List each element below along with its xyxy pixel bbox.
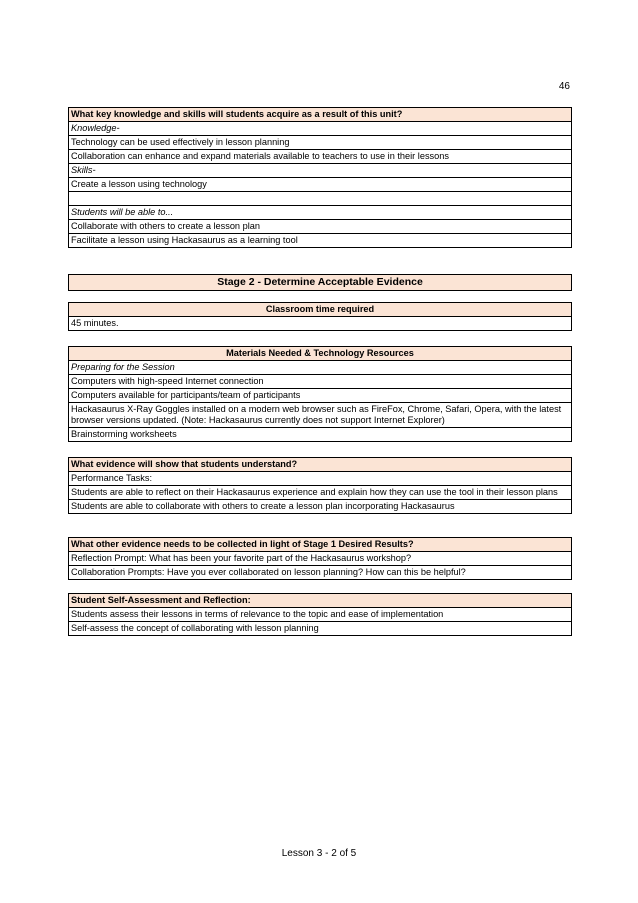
- table-row: [69, 552, 572, 566]
- page-number: 46: [558, 81, 570, 92]
- materials-header: Materials Needed & Technology Resources: [69, 347, 572, 361]
- row-text: Collaboration can enhance and expand materials available to teachers to use in their lessons: [69, 150, 572, 164]
- table-row: [69, 608, 572, 622]
- self-assessment-header: Student Self-Assessment and Reflection:: [69, 594, 572, 608]
- self-assessment-table: [68, 593, 572, 636]
- row-text: Facilitate a lesson using Hackasaurus as a learning tool: [69, 234, 572, 248]
- other-evidence-header: What other evidence needs to be collected in light of Stage 1 Desired Results?: [69, 538, 572, 552]
- evidence-table: [68, 457, 572, 514]
- row-text: Students are able to reflect on their Hackasaurus experience and explain how they can use the tool in their lesson plans: [69, 486, 572, 500]
- table-row: [69, 472, 572, 486]
- evidence-rows: [69, 472, 572, 514]
- row-text: Self-assess the concept of collaborating with lesson planning: [69, 622, 572, 636]
- row-text: Performance Tasks:: [69, 472, 572, 486]
- table-row: [69, 403, 572, 428]
- stage2-table: [68, 274, 572, 291]
- row-text: Brainstorming worksheets: [69, 428, 572, 442]
- row-text: Collaborate with others to create a lesson plan: [69, 220, 572, 234]
- table-row: [69, 206, 572, 220]
- row-text: Students are able to collaborate with others to create a lesson plan incorporating Hackasaurus: [69, 500, 572, 514]
- table-row: [69, 234, 572, 248]
- stage2-header: Stage 2 - Determine Acceptable Evidence: [69, 275, 572, 291]
- table-row: [69, 136, 572, 150]
- row-text: Knowledge-: [69, 122, 572, 136]
- table-row: [69, 178, 572, 192]
- table-row: [69, 150, 572, 164]
- row-text: Hackasaurus X-Ray Goggles installed on a modern web browser such as FireFox, Chrome, Safari, Opera, with the latest browser versions updated. (Note: Hackasaurus currently does not support Internet Explorer): [69, 403, 572, 428]
- evidence-header: What evidence will show that students understand?: [69, 458, 572, 472]
- row-text: [69, 192, 572, 206]
- row-text: Computers available for participants/team of participants: [69, 389, 572, 403]
- other-evidence-rows: [69, 552, 572, 580]
- knowledge-skills-table: [68, 107, 572, 248]
- classroom-time-value: 45 minutes.: [69, 317, 572, 331]
- row-text: Skills-: [69, 164, 572, 178]
- knowledge-skills-header: What key knowledge and skills will students acquire as a result of this unit?: [69, 108, 572, 122]
- table-row: [69, 428, 572, 442]
- table-row: [69, 220, 572, 234]
- row-text: Technology can be used effectively in lesson planning: [69, 136, 572, 150]
- self-assessment-rows: [69, 608, 572, 636]
- table-row: [69, 164, 572, 178]
- row-text: Computers with high-speed Internet connection: [69, 375, 572, 389]
- row-text: Preparing for the Session: [69, 361, 572, 375]
- table-row: [69, 389, 572, 403]
- row-text: Create a lesson using technology: [69, 178, 572, 192]
- classroom-time-table: [68, 302, 572, 331]
- row-text: Reflection Prompt: What has been your favorite part of the Hackasaurus workshop?: [69, 552, 572, 566]
- table-row: [69, 500, 572, 514]
- table-row: [69, 192, 572, 206]
- knowledge-skills-rows: [69, 122, 572, 248]
- row-text: Collaboration Prompts: Have you ever collaborated on lesson planning? How can this be helpful?: [69, 566, 572, 580]
- materials-table: [68, 346, 572, 442]
- table-row: [69, 566, 572, 580]
- row-text: Students assess their lessons in terms of relevance to the topic and ease of implementation: [69, 608, 572, 622]
- table-row: [69, 375, 572, 389]
- table-row: [69, 122, 572, 136]
- table-row: [69, 361, 572, 375]
- materials-rows: [69, 361, 572, 442]
- row-text: Students will be able to...: [69, 206, 572, 220]
- other-evidence-table: [68, 537, 572, 580]
- table-row: [69, 622, 572, 636]
- page-footer: Lesson 3 - 2 of 5: [281, 848, 357, 859]
- table-row: [69, 486, 572, 500]
- classroom-time-header: Classroom time required: [69, 303, 572, 317]
